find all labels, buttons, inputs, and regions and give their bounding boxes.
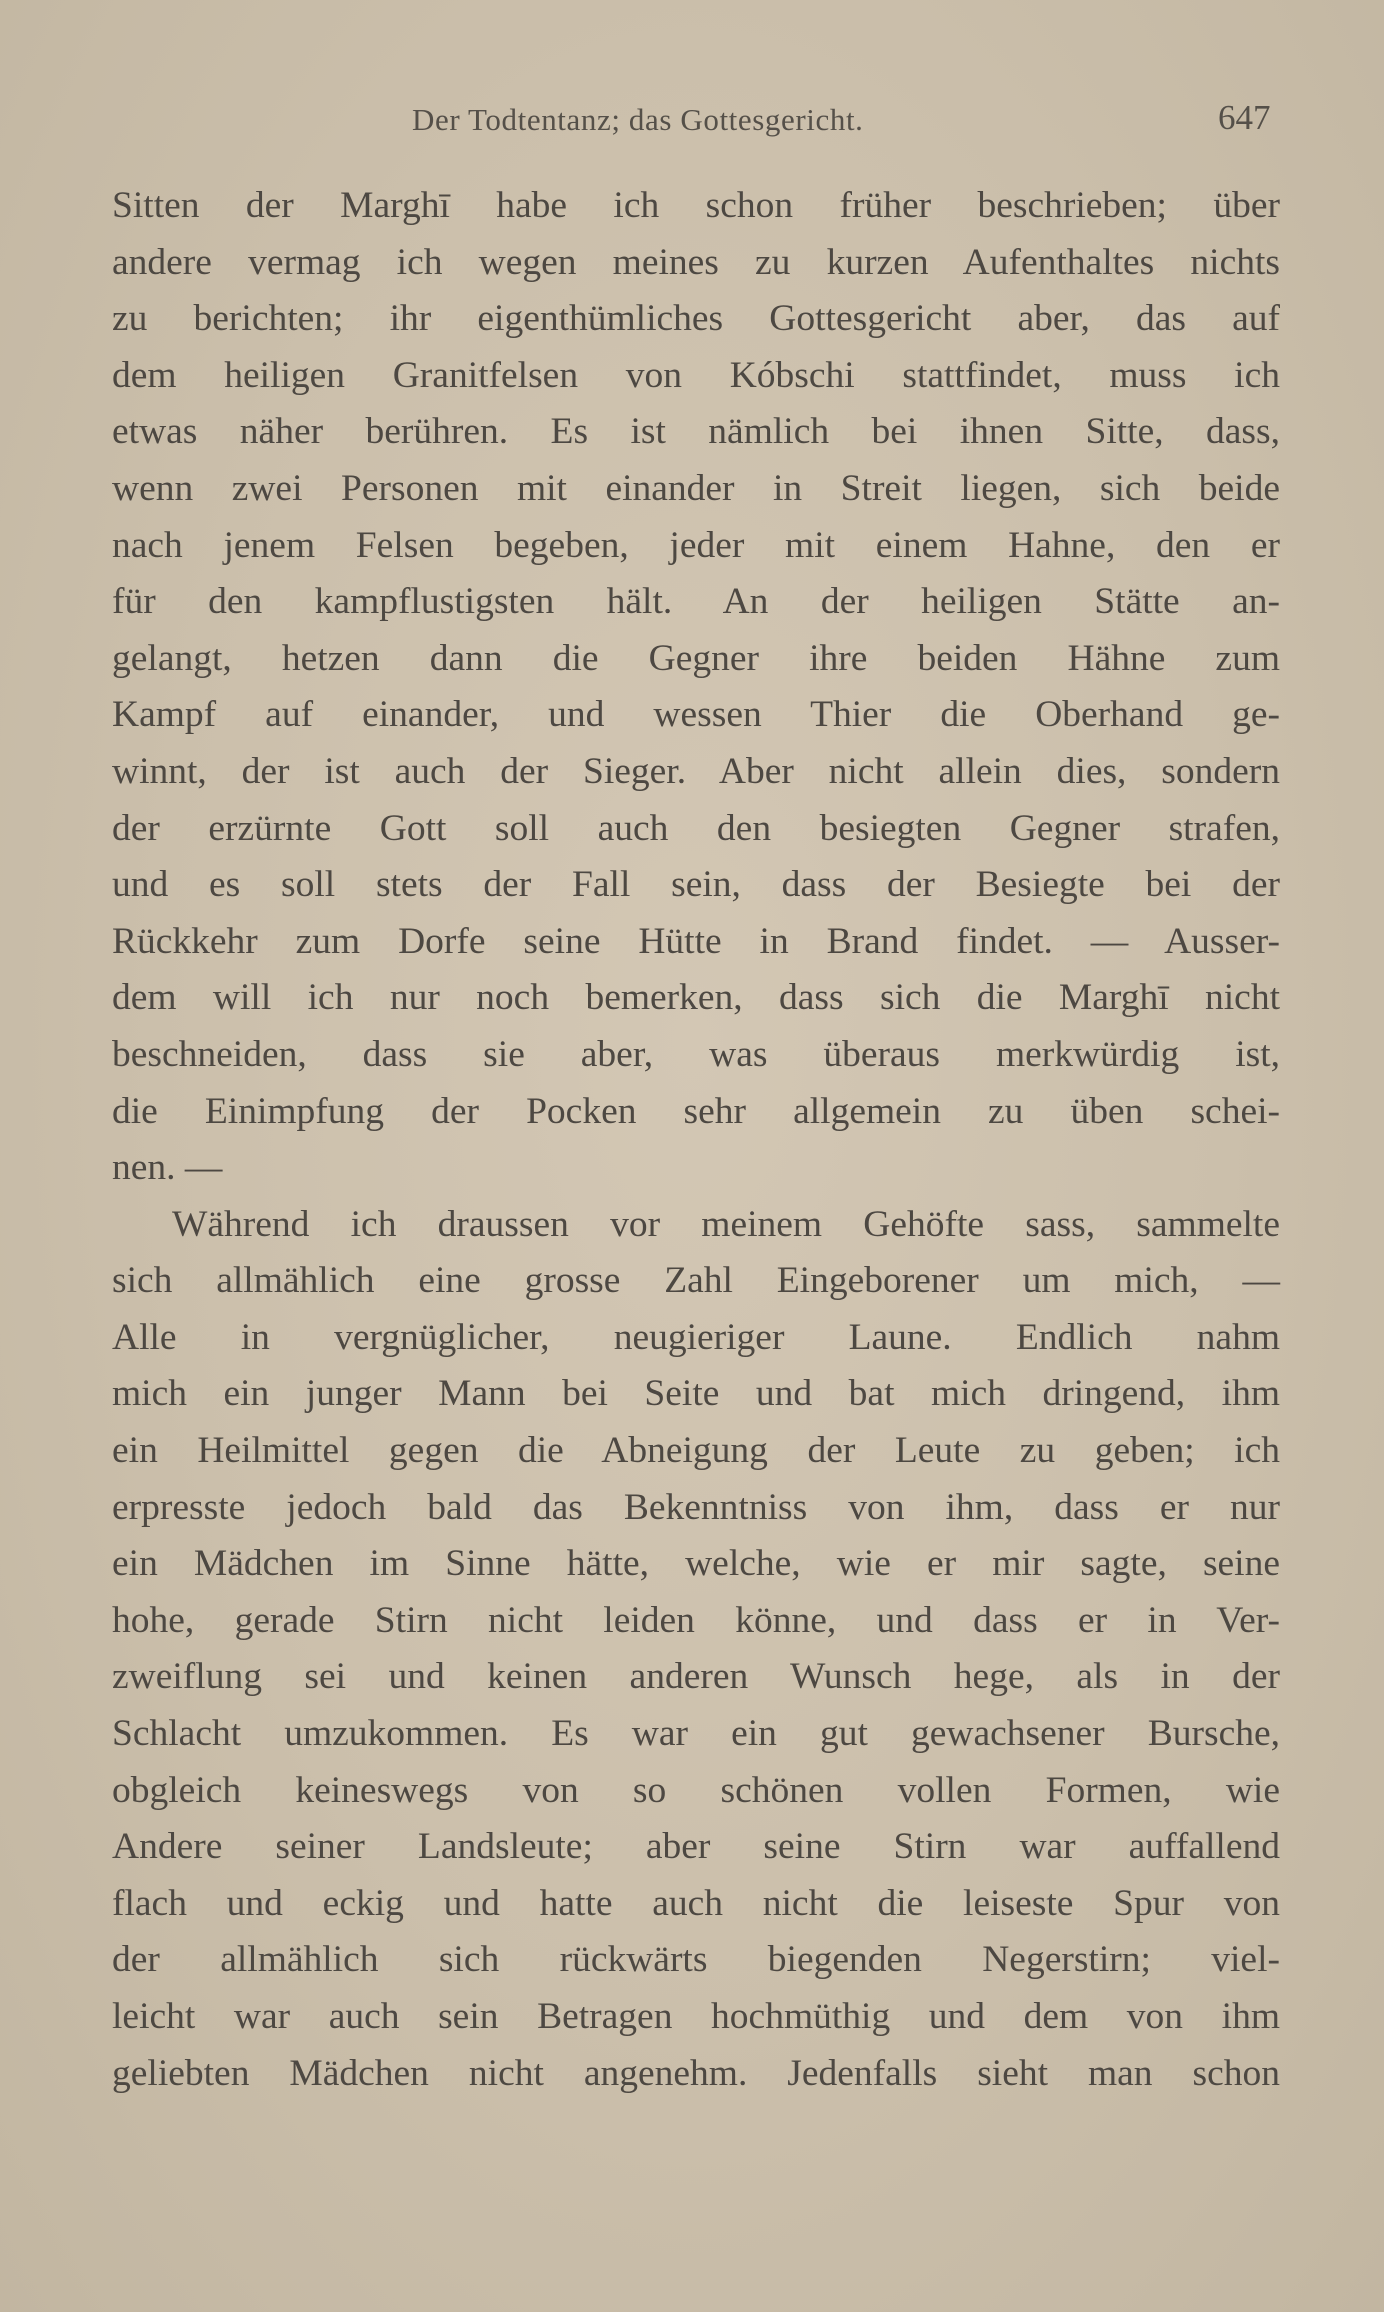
text-line: Kampf auf einander, und wessen Thier die Oberhand ge- — [112, 694, 1280, 736]
text-line: mich ein junger Mann bei Seite und bat mich dringend, ihm — [112, 1373, 1280, 1415]
text-line: leicht war auch sein Betragen hochmüthig und dem von ihm — [112, 1996, 1280, 2037]
text-line: dem will ich nur noch bemerken, dass sich die Marghī nicht — [112, 977, 1280, 1019]
body-text — [112, 178, 1280, 2102]
text-line: beschneiden, dass sie aber, was überaus merkwürdig ist, — [112, 1033, 1280, 1075]
text-line: und es soll stets der Fall sein, dass der Besiegte bei der — [112, 864, 1280, 906]
text-line: gelangt, hetzen dann die Gegner ihre beiden Hähne zum — [112, 637, 1280, 679]
text-line: ein Heilmittel gegen die Abneigung der Leute zu geben; ich — [112, 1430, 1280, 1472]
text-line: erpresste jedoch bald das Bekenntniss von ihm, dass er nur — [112, 1486, 1280, 1528]
page-header — [0, 98, 1384, 148]
text-line: nach jenem Felsen begeben, jeder mit einem Hahne, den er — [112, 524, 1280, 566]
text-line: Andere seiner Landsleute; aber seine Stirn war auffallend — [112, 1826, 1280, 1868]
text-line: nen. — — [112, 1147, 223, 1189]
paragraph-1 — [112, 178, 1280, 1197]
page-number: 647 — [1218, 98, 1271, 137]
text-line: die Einimpfung der Pocken sehr allgemein zu üben schei- — [112, 1090, 1280, 1132]
text-line: hohe, gerade Stirn nicht leiden könne, und dass er in Ver- — [112, 1599, 1280, 1641]
running-head: Der Todtentanz; das Gottesgericht. — [412, 102, 864, 137]
text-line: der erzürnte Gott soll auch den besiegten Gegner strafen, — [112, 807, 1280, 849]
text-line: zweiflung sei und keinen anderen Wunsch hege, als in der — [112, 1656, 1280, 1698]
text-line: Alle in vergnüglicher, neugieriger Laune. Endlich nahm — [112, 1316, 1280, 1358]
text-line: dem heiligen Granitfelsen von Kóbschi stattfindet, muss ich — [112, 354, 1280, 396]
text-line: Rückkehr zum Dorfe seine Hütte in Brand findet. — Ausser- — [112, 920, 1280, 962]
text-line: wenn zwei Personen mit einander in Streit liegen, sich beide — [112, 467, 1280, 509]
text-line: für den kampflustigsten hält. An der heiligen Stätte an- — [112, 581, 1280, 623]
paragraph-2 — [112, 1197, 1280, 2103]
text-line: Während ich draussen vor meinem Gehöfte sass, sammelte — [172, 1203, 1280, 1245]
text-line: der allmählich sich rückwärts biegenden Negerstirn; viel- — [112, 1939, 1280, 1981]
text-line: etwas näher berühren. Es ist nämlich bei ihnen Sitte, dass, — [112, 411, 1280, 453]
text-line: zu berichten; ihr eigenthümliches Gottesgericht aber, das auf — [112, 298, 1280, 340]
text-line: Sitten der Marghī habe ich schon früher beschrieben; über — [112, 185, 1280, 226]
text-line: sich allmählich eine grosse Zahl Eingeborener um mich, — — [112, 1260, 1280, 1302]
text-line: ein Mädchen im Sinne hätte, welche, wie er mir sagte, seine — [112, 1543, 1280, 1585]
text-line: Schlacht umzukommen. Es war ein gut gewachsener Bursche, — [112, 1713, 1280, 1755]
text-line: obgleich keineswegs von so schönen vollen Formen, wie — [112, 1769, 1280, 1811]
text-line: andere vermag ich wegen meines zu kurzen Aufenthaltes nichts — [112, 241, 1280, 283]
text-line: winnt, der ist auch der Sieger. Aber nicht allein dies, sondern — [112, 750, 1280, 792]
text-line: geliebten Mädchen nicht angenehm. Jedenfalls sieht man schon — [112, 2052, 1280, 2094]
text-line: flach und eckig und hatte auch nicht die leiseste Spur von — [112, 1882, 1280, 1924]
